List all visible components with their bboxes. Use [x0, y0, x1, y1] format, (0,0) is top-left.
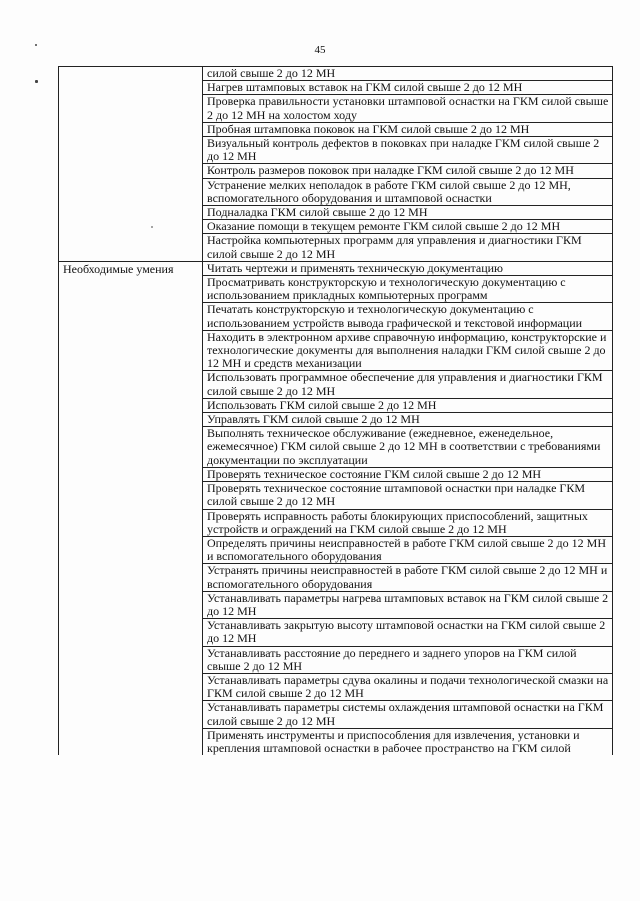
- section-label-cell: Необходимые умения: [59, 261, 203, 755]
- skill-cell: Устанавливать закрытую высоту штамповой оснастки на ГКМ силой свыше 2 до 12 МН: [203, 619, 613, 646]
- activity-cell: Пробная штамповка поковок на ГКМ силой свыше 2 до 12 МН: [203, 122, 613, 136]
- skill-cell: Просматривать конструкторскую и технологическую документацию с использованием прикладных компьютерных программ: [203, 276, 613, 303]
- page-number: 45: [314, 44, 326, 56]
- competency-table: [58, 66, 613, 755]
- skill-cell: Устанавливать параметры нагрева штамповых вставок на ГКМ силой свыше 2 до 12 МН: [203, 591, 613, 618]
- skill-cell: Определять причины неисправностей в работе ГКМ силой свыше 2 до 12 МН и вспомогательного оборудования: [203, 536, 613, 563]
- skill-cell: Устанавливать расстояние до переднего и заднего упоров на ГКМ силой свыше 2 до 12 МН: [203, 646, 613, 673]
- skill-cell: Применять инструменты и приспособления для извлечения, установки и крепления штамповой оснастки в рабочее пространство на ГКМ силой: [203, 728, 613, 755]
- activity-cell: Контроль размеров поковок при наладке ГКМ силой свыше 2 до 12 МН: [203, 164, 613, 178]
- scan-speck: [35, 80, 38, 83]
- skill-cell: Использовать программное обеспечение для управления и диагностики ГКМ силой свыше 2 до 12 МН: [203, 371, 613, 398]
- skill-cell: Управлять ГКМ силой свыше 2 до 12 МН: [203, 413, 613, 427]
- skill-cell: Устанавливать параметры сдува окалины и подачи технологической смазки на ГКМ силой свыше 2 до 12 МН: [203, 673, 613, 700]
- competency-table-body: [59, 67, 613, 756]
- table-row: [59, 261, 613, 275]
- activity-cell: Устранение мелких неполадок в работе ГКМ силой свыше 2 до 12 МН, вспомогательного оборудования и штамповой оснастки: [203, 178, 613, 205]
- activity-cell: Настройка компьютерных программ для управления и диагностики ГКМ силой свыше 2 до 12 МН: [203, 234, 613, 261]
- label-cell-empty: [59, 67, 203, 262]
- skill-cell: Использовать ГКМ силой свыше 2 до 12 МН: [203, 398, 613, 412]
- skill-cell: Устанавливать параметры системы охлаждения штамповой оснастки на ГКМ силой свыше 2 до 12 МН: [203, 701, 613, 728]
- skill-cell: Читать чертежи и применять техническую документацию: [203, 261, 613, 275]
- skill-cell: Проверять техническое состояние штамповой оснастки при наладке ГКМ силой свыше 2 до 12 МН: [203, 482, 613, 509]
- skill-cell: Проверять техническое состояние ГКМ силой свыше 2 до 12 МН: [203, 467, 613, 481]
- skill-cell: Устранять причины неисправностей в работе ГКМ силой свыше 2 до 12 МН и вспомогательного оборудования: [203, 564, 613, 591]
- skill-cell: Печатать конструкторскую и технологическую документацию с использованием устройств вывода графической и текстовой информации: [203, 303, 613, 330]
- activity-cell: Нагрев штамповых вставок на ГКМ силой свыше 2 до 12 МН: [203, 81, 613, 95]
- activity-cell: Подналадка ГКМ силой свыше 2 до 12 МН: [203, 206, 613, 220]
- table-row: [59, 67, 613, 81]
- skill-cell: Находить в электронном архиве справочную информацию, конструкторские и технологические документы для выполнения наладки ГКМ силой свыше 2 до 12 МН и средств механизации: [203, 330, 613, 371]
- scan-speck: [35, 44, 37, 46]
- activity-cell: силой свыше 2 до 12 МН: [203, 67, 613, 81]
- skill-cell: Проверять исправность работы блокирующих приспособлений, защитных устройств и ограждений на ГКМ силой свыше 2 до 12 МН: [203, 509, 613, 536]
- activity-cell: Проверка правильности установки штамповой оснастки на ГКМ силой свыше 2 до 12 МН на холостом ходу: [203, 95, 613, 122]
- activity-cell: Визуальный контроль дефектов в поковках при наладке ГКМ силой свыше 2 до 12 МН: [203, 137, 613, 164]
- activity-cell: Оказание помощи в текущем ремонте ГКМ силой свыше 2 до 12 МН: [203, 220, 613, 234]
- skill-cell: Выполнять техническое обслуживание (ежедневное, еженедельное, ежемесячное) ГКМ силой свыше 2 до 12 МН в соответствии с требованиями документации по эксплуатации: [203, 427, 613, 468]
